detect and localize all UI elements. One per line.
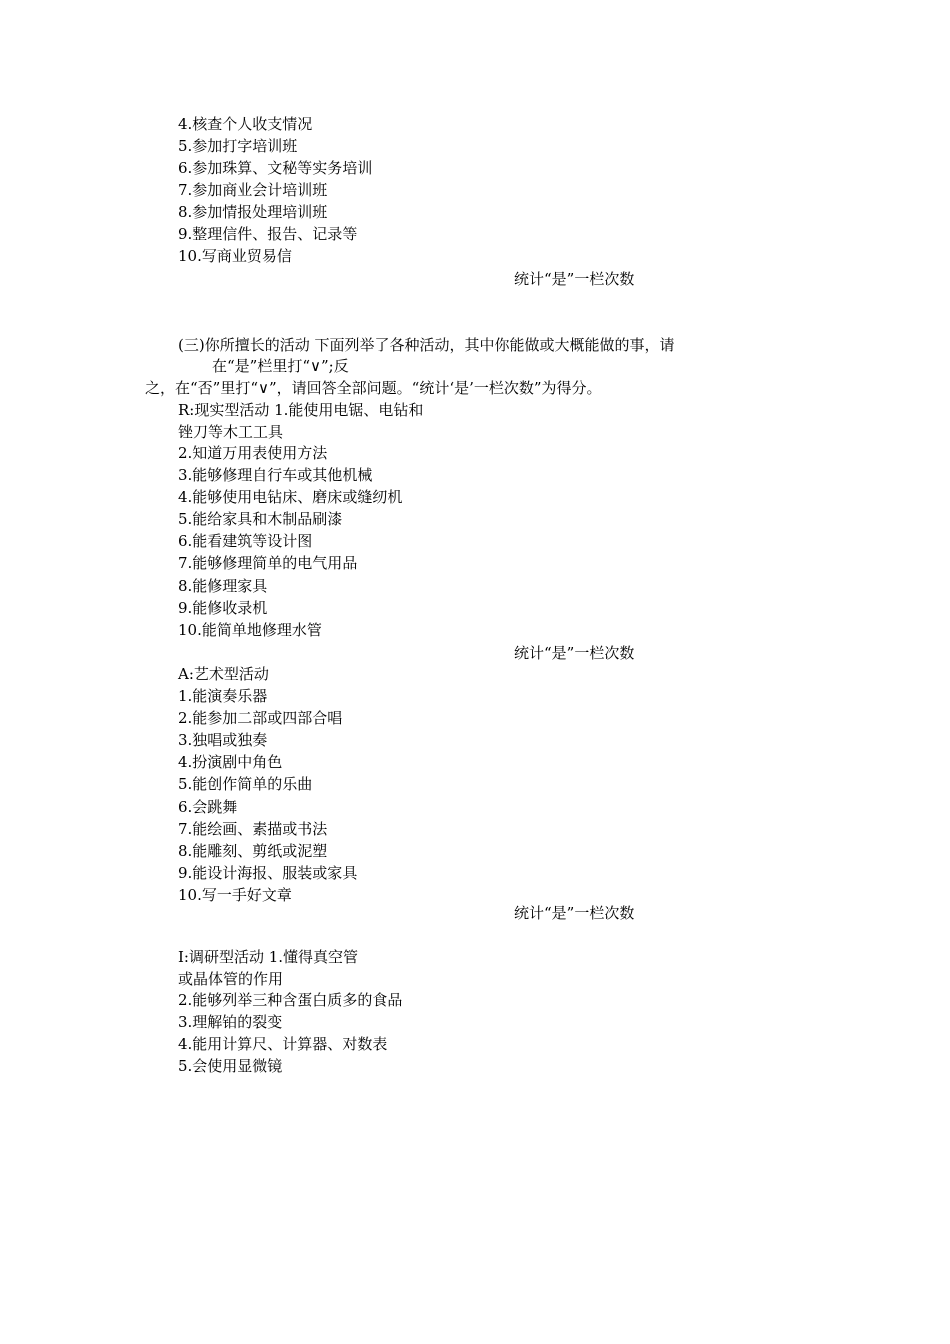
intro-line-3: 之，在“否”里打“∨”，请回答全部问题。“统计‘是’一栏次数”为得分。 <box>145 379 602 397</box>
intro-line-2: 在“是”栏里打“∨”;反 <box>212 357 349 375</box>
list-item: 10.写一手好文章 <box>178 886 292 904</box>
tally-label-r: 统计“是”一栏次数 <box>514 644 635 662</box>
list-item: 10.写商业贸易信 <box>178 247 292 265</box>
list-item: 6.参加珠算、文秘等实务培训 <box>178 159 373 177</box>
list-item: 5.会使用显微镜 <box>178 1057 283 1075</box>
list-item: 8.参加情报处理培训班 <box>178 203 328 221</box>
intro-line-1: (三)你所擅长的活动 下面列举了各种活动，其中你能做或大概能做的事，请 <box>178 336 675 354</box>
list-item: 5.参加打字培训班 <box>178 137 298 155</box>
list-item: 4.能用计算尺、计算器、对数表 <box>178 1035 388 1053</box>
list-item: 7.参加商业会计培训班 <box>178 181 328 199</box>
list-item: 4.扮演剧中角色 <box>178 753 283 771</box>
section-a-heading: A:艺术型活动 <box>178 665 269 683</box>
section-r-heading-cont: 锉刀等木工工具 <box>178 423 284 441</box>
list-item: 5.能创作简单的乐曲 <box>178 775 313 793</box>
list-item: 3.独唱或独奏 <box>178 731 268 749</box>
list-item: 10.能简单地修理水管 <box>178 621 322 639</box>
list-item: 9.能设计海报、服装或家具 <box>178 864 358 882</box>
list-item: 8.能雕刻、剪纸或泥塑 <box>178 842 328 860</box>
section-r-heading: R:现实型活动 1.能使用电锯、电钻和 <box>178 401 424 419</box>
tally-label-a: 统计“是”一栏次数 <box>514 904 635 922</box>
list-item: 2.能参加二部或四部合唱 <box>178 709 343 727</box>
list-item: 4.核查个人收支情况 <box>178 115 313 133</box>
list-item: 3.理解铂的裂变 <box>178 1013 283 1031</box>
list-item: 7.能绘画、素描或书法 <box>178 820 328 838</box>
list-item: 5.能给家具和木制品刷漆 <box>178 510 343 528</box>
tally-label-c: 统计“是”一栏次数 <box>514 270 635 288</box>
list-item: 9.能修收录机 <box>178 599 268 617</box>
list-item: 4.能够使用电钻床、磨床或缝纫机 <box>178 488 403 506</box>
list-item: 3.能够修理自行车或其他机械 <box>178 466 373 484</box>
section-i-heading-cont: 或晶体管的作用 <box>178 970 284 988</box>
list-item: 6.能看建筑等设计图 <box>178 532 313 550</box>
list-item: 2.知道万用表使用方法 <box>178 444 328 462</box>
list-item: 2.能够列举三种含蛋白质多的食品 <box>178 991 403 1009</box>
list-item: 9.整理信件、报告、记录等 <box>178 225 358 243</box>
section-i-heading: I:调研型活动 1.懂得真空管 <box>178 948 359 966</box>
list-item: 8.能修理家具 <box>178 577 268 595</box>
list-item: 7.能够修理简单的电气用品 <box>178 554 358 572</box>
list-item: 6.会跳舞 <box>178 798 238 816</box>
list-item: 1.能演奏乐器 <box>178 687 268 705</box>
